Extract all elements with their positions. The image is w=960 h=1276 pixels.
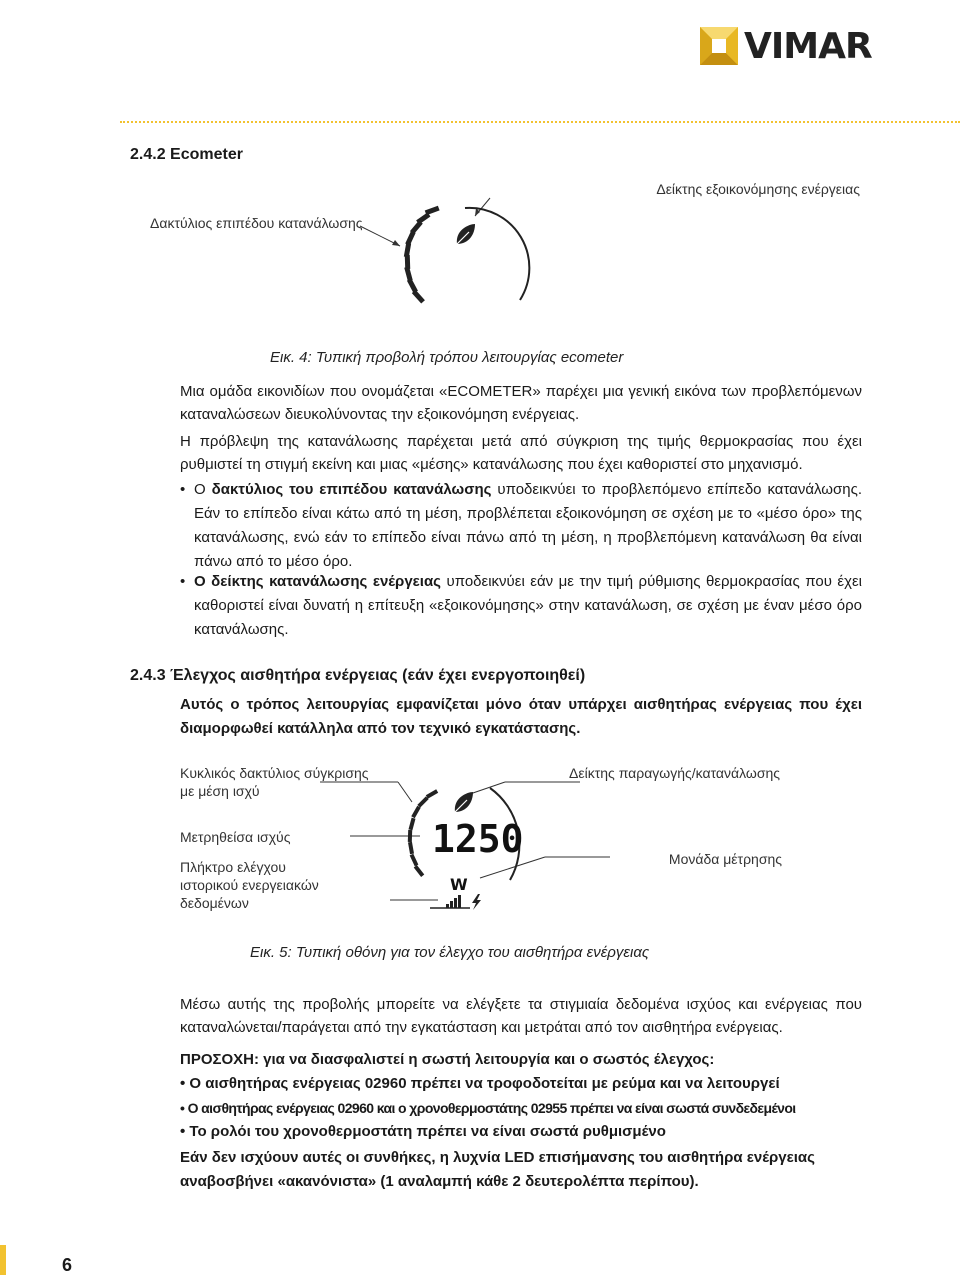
header-divider xyxy=(120,121,960,123)
power-readout: 1250 xyxy=(432,817,524,861)
ecometer-figure xyxy=(340,190,580,330)
leaf-icon xyxy=(455,792,473,812)
label-measured-power: Μετρηθείσα ισχύς xyxy=(180,829,291,845)
paragraph-energy-sensor-intro: Αυτός ο τρόπος λειτουργίας εμφανίζεται μόνο όταν υπάρχει αισθητήρας ενέργειας που έχει διαμορφωθεί κατάλληλα από τον τεχνικό εγκατάστασης. xyxy=(180,696,862,737)
leaf-icon xyxy=(457,224,475,244)
section-heading-ecometer: 2.4.2 Ecometer xyxy=(130,146,243,163)
warning-item: • Ο αισθητήρας ενέργειας 02960 πρέπει να τροφοδοτείται με ρεύμα και να λειτουργεί xyxy=(180,1075,780,1092)
vimar-logo-icon xyxy=(700,27,738,65)
warning-item: • Ο αισθητήρας ενέργειας 02960 και ο χρονοθερμοστάτης 02955 πρέπει να είναι σωστά συνδεδεμένοι xyxy=(180,1100,796,1116)
bullet-dot: • xyxy=(180,1123,190,1140)
label-comparison-ring: Κυκλικός δακτύλιος σύγκρισης με μέση ισχύ xyxy=(180,765,369,799)
brand-name: VIMAR xyxy=(744,25,872,67)
bullet-text: Ο δακτύλιος του επιπέδου κατανάλωσης υποδεικνύει το προβλεπόμενο επίπεδο κατανάλωσης. Εάν το επίπεδο είναι κάτω από τη μέση, προβλέπεται εξοικονόμηση σε σχέση με το «μέσο όρο» της κατανάλωσης, ενώ εάν το επίπεδο είναι πάνω από τη μέση, η προβλεπόμενη κατανάλωση θα είναι πάνω από το μέσο όρο. xyxy=(194,481,862,570)
history-chart-icon xyxy=(430,895,470,908)
bullet-dot: • xyxy=(180,573,186,590)
consumption-ring-segments xyxy=(404,206,440,304)
bullet-dot: • xyxy=(180,1100,188,1116)
bullet-consumption-ring xyxy=(180,478,862,574)
label-history-button: Πλήκτρο ελέγχου ιστορικού ενεργειακών δεδομένων xyxy=(180,859,319,911)
warning-item: • Το ρολόι του χρονοθερμοστάτη πρέπει να είναι σωστά ρυθμισμένο xyxy=(180,1123,666,1140)
bullet-dot: • xyxy=(180,481,186,498)
paragraph-led-warning: Εάν δεν ισχύουν αυτές οι συνθήκες, η λυχνία LED επισήμανσης του αισθητήρα ενέργειας αναβοσβήνει «ακανόνιστα» (1 αναλαμπή κάθε 2 δευτερολέπτα περίπου). xyxy=(180,1149,815,1190)
label-consumption-ring: Δακτύλιος επιπέδου κατανάλωσης xyxy=(150,215,363,231)
label-unit: Μονάδα μέτρησης xyxy=(668,851,782,867)
bullet-energy-indicator xyxy=(180,570,862,642)
energy-display-figure xyxy=(320,760,620,930)
figure-caption-5: Εικ. 5: Τυπική οθόνη για τον έλεγχο του αισθητήρα ενέργειας xyxy=(250,944,650,961)
unit-readout: W xyxy=(450,875,468,894)
bullet-dot: • xyxy=(180,1075,190,1092)
label-energy-saving-indicator: Δείκτης εξοικονόμησης ενέργειας xyxy=(656,181,860,197)
warning-title: ΠΡΟΣΟΧΗ: για να διασφαλιστεί η σωστή λειτουργία και ο σωστός έλεγχος: xyxy=(180,1051,715,1068)
paragraph-ecometer-intro: Μια ομάδα εικονιδίων που ονομάζεται «ECOMETER» παρέχει μια γενική εικόνα των προβλεπόμενων καταναλώσεων διευκολύνοντας την εξοικονόμηση ενέργειας. xyxy=(180,383,862,423)
section-heading-energy-sensor: 2.4.3 Έλεγχος αισθητήρα ενέργειας (εάν έχει ενεργοποιηθεί) xyxy=(130,667,586,684)
paragraph-ecometer-prediction: Η πρόβλεψη της κατανάλωσης παρέχεται μετά από σύγκριση της τιμής θερμοκρασίας που έχει ρυθμιστεί τη στιγμή εκείνη και μιας «μέσης» κατανάλωσης που έχει καθοριστεί στο μηχανισμό. xyxy=(180,433,862,473)
paragraph-energy-view: Μέσω αυτής της προβολής μπορείτε να ελέγξετε τα στιγμιαία δεδομένα ισχύος και ενέργειας που καταναλώνεται/παράγεται από την εγκατάσταση και μετράται από τον αισθητήρα ενέργειας. xyxy=(180,996,862,1036)
label-production-indicator: Δείκτης παραγωγής/κατανάλωσης xyxy=(569,765,780,781)
figure-caption-4: Εικ. 4: Τυπική προβολή τρόπου λειτουργίας ecometer xyxy=(270,349,624,366)
lightning-icon xyxy=(472,894,481,910)
page-number: 6 xyxy=(62,1255,73,1275)
page-edge-marker xyxy=(0,1245,6,1275)
bullet-text: Ο δείκτης κατανάλωσης ενέργειας υποδεικνύει εάν με την τιμή ρύθμισης θερμοκρασίας που έχει καθοριστεί είναι δυνατή η επίτευξη «εξοικονόμησης» στην κατανάλωση, σε σχέση με έναν μέσο όρο κατανάλωσης. xyxy=(194,573,862,638)
brand-logo xyxy=(700,26,872,66)
